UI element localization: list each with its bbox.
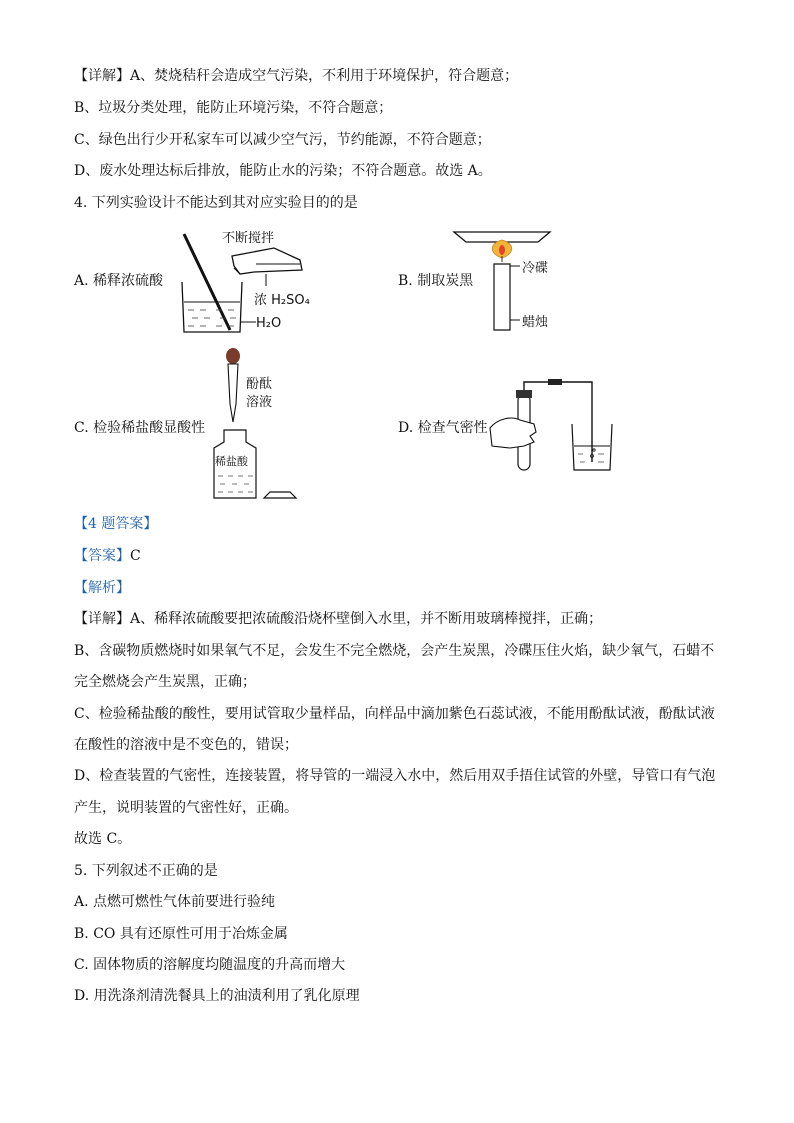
- q3-line-d: D、废水处理达标后排放，能防止水的污染；不符合题意。故选 A。: [74, 163, 492, 179]
- water-label: H₂O: [256, 316, 282, 331]
- q4-detail-line: 【详解】A、稀释浓硫酸要把浓硫酸沿烧杯壁倒入水里，并不断用玻璃棒搅拌，正确；: [74, 611, 603, 627]
- figure-test-acidity: [210, 344, 310, 504]
- flame-core: [499, 245, 505, 255]
- q4-exp-b1: B、含碳物质燃烧时如果氧气不足，会发生不完全燃烧，会产生炭黑，冷碟压住火焰，缺少氧气，石蜡不: [74, 643, 715, 659]
- answer-tag: 【答案】: [74, 548, 130, 564]
- rubber-stopper: [516, 390, 532, 398]
- stir-label: 不断搅拌: [222, 231, 275, 246]
- q3-line-b: B、垃圾分类处理，能防止环境污染，不符合题意；: [74, 100, 393, 116]
- q5-option-d: D. 用洗涤剂清洗餐具上的油渍利用了乳化原理: [74, 988, 360, 1004]
- q4-exp-b2: 完全燃烧会产生炭黑，正确；: [74, 674, 256, 690]
- stopper: [264, 492, 296, 498]
- hand: [490, 418, 536, 448]
- q4-stem: 4. 下列实验设计不能达到其对应实验目的的是: [74, 195, 358, 211]
- q4-conclusion: 故选 C。: [74, 831, 132, 847]
- q5-option-a: A. 点燃可燃性气体前要进行验纯: [74, 894, 276, 910]
- delivery-tube: [524, 382, 592, 462]
- q4-exp-c1: C、检验稀盐酸的酸性，要用试管取少量样品，向样品中滴加紫色石蕊试液，不能用酚酞试液，酚酞试液: [74, 706, 715, 722]
- candle-label: 蜡烛: [522, 315, 549, 330]
- dropper-bulb: [226, 348, 240, 364]
- tube-connector: [548, 379, 562, 385]
- q4-exp-d1: D、检查装置的气密性，连接装置，将导管的一端浸入水中，然后用双手捂住试管的外壁，导管口有气泡: [74, 768, 716, 784]
- reagent-label-1: 酚酞: [246, 377, 273, 392]
- bubble: [593, 449, 595, 451]
- q4-option-a-label: A. 稀释浓硫酸: [74, 273, 164, 289]
- q4-exp-c2: 在酸性的溶液中是不变色的，错误；: [74, 737, 298, 753]
- figure-dilute-acid: [170, 226, 330, 338]
- q4-option-d-label: D. 检查气密性: [398, 420, 488, 436]
- glass-rod: [184, 234, 230, 330]
- q3-line-c: C、绿色出行少开私家车可以减少空气污，节约能源，不符合题意；: [74, 132, 491, 148]
- q4-option-b-label: B. 制取炭黑: [398, 273, 474, 289]
- candle: [494, 264, 510, 330]
- bottle-label: 稀盐酸: [215, 455, 248, 468]
- analysis-heading: 【解析】: [74, 580, 130, 596]
- figure-carbon-black: [450, 226, 610, 338]
- figure-airtightness: [488, 376, 618, 476]
- detail-tag: 【详解】: [74, 611, 130, 627]
- plate-label: 冷碟: [522, 261, 549, 276]
- q5-option-b: B. CO 具有还原性可用于冶炼金属: [74, 926, 288, 942]
- q3-detail-line: 【详解】A、焚烧秸秆会造成空气污染，不利用于环境保护，符合题意；: [74, 68, 519, 84]
- answer-value: C: [130, 548, 141, 564]
- answer-line: [74, 546, 141, 566]
- q4-option-c-label: C. 检验稀盐酸显酸性: [74, 420, 206, 436]
- dropper: [228, 364, 238, 422]
- reagent-label-2: 溶液: [246, 395, 273, 410]
- q4-exp-d2: 产生，说明装置的气密性好，正确。: [74, 800, 298, 816]
- answer-section-heading: 【4 题答案】: [74, 516, 158, 532]
- q5-option-c: C. 固体物质的溶解度均随温度的升高而增大: [74, 957, 346, 973]
- detail-tag: 【详解】: [74, 68, 130, 84]
- acid-label: 浓 H₂SO₄: [254, 293, 310, 308]
- q5-stem: 5. 下列叙述不正确的是: [74, 863, 218, 879]
- acid-container: [232, 248, 302, 274]
